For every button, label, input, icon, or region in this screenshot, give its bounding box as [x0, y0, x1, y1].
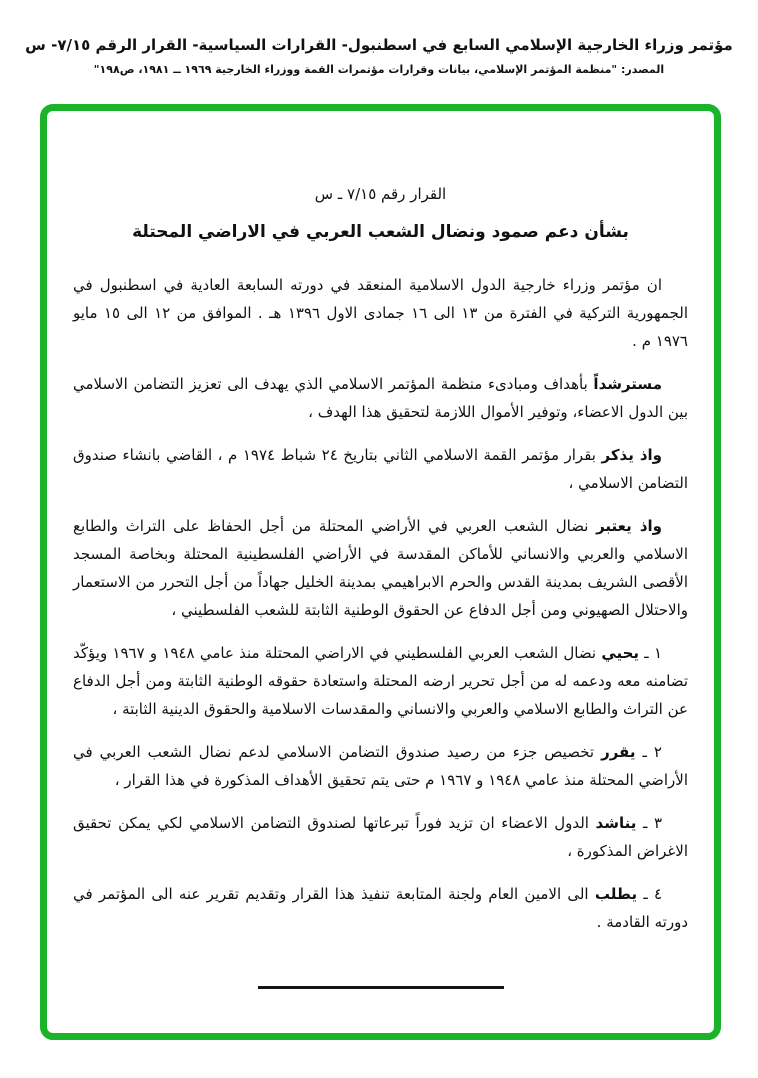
preamble-paragraph — [73, 512, 688, 624]
paragraph-text: نضال الشعب العربي في الأراضي المحتلة من أجل الحفاظ على التراث والطابع الاسلامي والعربي والانساني للأماكن المقدسة في الأراضي الفلسطينية المحتلة وبخاصة المسجد الأقصى الشريف بمدينة القدس والحرم الابراهيمي بمدينة الخليل جهاداً من أجل التحرر من الاستعمار والاحتلال الصهيوني ومن أجل الدفاع عن الحقوق الوطنية الثابتة للشعب الفلسطيني ، — [73, 517, 688, 619]
paragraph-lead: واذ يذكر — [601, 446, 662, 464]
header-citation: مؤتمر وزراء الخارجية الإسلامي السابع في اسطنبول- القرارات السياسية- القرار الرقم ٧/١٥- س — [25, 36, 733, 54]
preamble-paragraph — [73, 441, 688, 497]
numbered-item — [73, 880, 688, 936]
preamble-paragraph — [73, 370, 688, 426]
item-lead: يناشد — [595, 814, 637, 832]
item-number: ٣ ـ — [642, 814, 662, 832]
item-lead: يقرر — [601, 743, 636, 761]
resolution-text — [73, 271, 688, 936]
header-source: المصدر: "منظمة المؤتمر الإسلامي، بيانات وقرارات مؤتمرات القمة ووزراء الخارجية ١٩٦٩ ــ ١٩٨١، ص١٩٨" — [93, 63, 665, 76]
paragraph-text: ان مؤتمر وزراء خارجية الدول الاسلامية المنعقد في دورته السابعة العادية في اسطنبول في الجمهورية التركية في الفترة من ١٣ الى ١٦ جمادى الاول ١٣٩٦ هـ . الموافق من ١٢ الى ١٥ مايو ١٩٧٦ م . — [73, 276, 689, 350]
item-number: ٢ ـ — [642, 743, 662, 761]
document-body — [47, 111, 714, 989]
item-number: ٤ ـ — [643, 885, 662, 903]
numbered-item — [73, 639, 688, 723]
numbered-item — [73, 738, 688, 794]
item-lead: يحيي — [601, 644, 640, 662]
item-text: تخصيص جزء من رصيد صندوق التضامن الاسلامي لدعم نضال الشعب العربي في الأراضي المحتلة منذ عامي ١٩٤٨ و ١٩٦٧ م حتى يتم تحقيق الأهداف المذكورة في هذا القرار ، — [73, 743, 688, 789]
item-text: نضال الشعب العربي الفلسطيني في الاراضي المحتلة منذ عامي ١٩٤٨ و ١٩٦٧ ويؤكّد تضامنه معه ودعمه له من أجل تحرير ارضه المحتلة واستعادة حقوقه الوطنية الثابتة ومن أجل الدفاع عن التراث والطابع الاسلامي والعربي والانساني والمقدسات الاسلامية والحقوق الدينية الثابتة ، — [73, 644, 688, 718]
item-lead: يطلب — [594, 885, 638, 903]
item-text: الدول الاعضاء ان تزيد فوراً تبرعاتها لصندوق التضامن الاسلامي لكي يمكن تحقيق الاغراض المذكورة ، — [73, 814, 688, 860]
numbered-item — [73, 809, 688, 865]
paragraph-lead: مسترشداً — [593, 375, 662, 393]
separator-line — [258, 986, 504, 989]
resolution-number: القرار رقم ٧/١٥ ـ س — [314, 185, 447, 203]
paragraph-text: بقرار مؤتمر القمة الاسلامي الثاني بتاريخ ٢٤ شباط ١٩٧٤ م ، القاضي بانشاء صندوق التضامن الاسلامي ، — [73, 446, 688, 492]
document-frame — [40, 104, 721, 1040]
item-text: الى الامين العام ولجنة المتابعة تنفيذ هذا القرار وتقديم تقرير عنه الى المؤتمر في دورته القادمة . — [73, 885, 688, 931]
resolution-title: بشأن دعم صمود ونضال الشعب العربي في الاراضي المحتلة — [132, 222, 629, 242]
page-header — [0, 0, 758, 77]
preamble-paragraph — [73, 271, 688, 355]
paragraph-lead: واذ يعتبر — [596, 517, 663, 535]
paragraph-text: بأهداف ومبادىء منظمة المؤتمر الاسلامي الذي يهدف الى تعزيز التضامن الاسلامي بين الدول الاعضاء، وتوفير الأموال اللازمة لتحقيق هذا الهدف ، — [73, 375, 688, 421]
item-number: ١ ـ — [644, 644, 662, 662]
